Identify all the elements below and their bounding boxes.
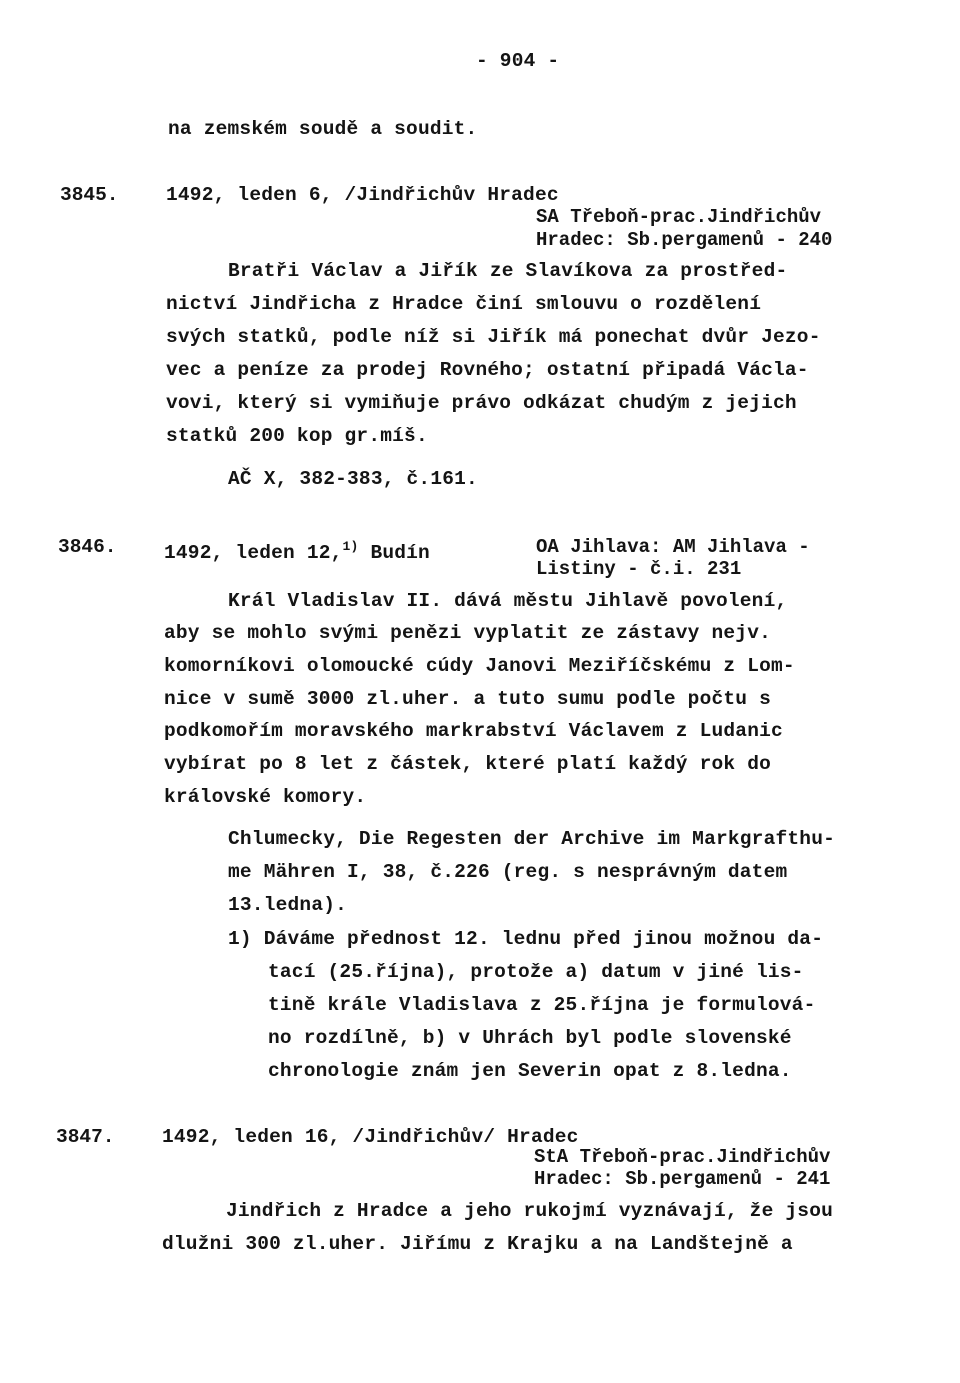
- body-line: vybírat po 8 let z částek, které platí každý rok do: [164, 753, 771, 775]
- source-line: Hradec: Sb.pergamenů - 241: [534, 1168, 831, 1190]
- body-line: vec a peníze za prodej Rovného; ostatní připadá Václa-: [166, 359, 809, 381]
- footnote-line: no rozdílně, b) v Uhrách byl podle slovenské: [268, 1027, 792, 1049]
- entry-number: 3847.: [56, 1126, 115, 1148]
- entry-number: 3845.: [60, 184, 119, 206]
- body-line: vovi, který si vymiňuje právo odkázat chudým z jejich: [166, 392, 797, 414]
- body-line: Král Vladislav II. dává městu Jihlavě povolení,: [228, 590, 788, 612]
- footnote-line: tací (25.října), protože a) datum v jiné lis-: [268, 961, 804, 983]
- source-line: Hradec: Sb.pergamenů - 240: [536, 229, 833, 251]
- header-date: 1492, leden 12,: [164, 542, 343, 564]
- body-line: Jindřich z Hradce a jeho rukojmí vyznávají, že jsou: [226, 1200, 833, 1222]
- footnote-line: 1) Dáváme přednost 12. lednu před jinou možnou da-: [228, 928, 824, 950]
- source-line: Listiny - č.i. 231: [536, 558, 742, 580]
- body-line: statků 200 kop gr.míš.: [166, 425, 428, 447]
- body-line: dlužni 300 zl.uher. Jiřímu z Krajku a na Landštejně a: [162, 1233, 793, 1255]
- entry-header: [164, 536, 430, 564]
- reference-line: me Mähren I, 38, č.226 (reg. s nesprávným datem: [228, 861, 788, 883]
- footnote-line: tině krále Vladislava z 25.října je formulová-: [268, 994, 816, 1016]
- body-line: Bratři Václav a Jiřík ze Slavíkova za prostřed-: [228, 260, 788, 282]
- footnote-marker: 1): [342, 539, 359, 554]
- body-line: aby se mohlo svými penězi vyplatit ze zástavy nejv.: [164, 622, 771, 644]
- body-line: podkomořím moravského markrabství Václavem z Ludanic: [164, 720, 783, 742]
- source-line: SA Třeboň-prac.Jindřichův: [536, 206, 822, 228]
- body-line: nice v sumě 3000 zl.uher. a tuto sumu podle počtu s: [164, 688, 771, 710]
- page-number: - 904 -: [476, 50, 560, 72]
- reference-line: 13.ledna).: [228, 894, 348, 916]
- reference-line: Chlumecky, Die Regesten der Archive im Markgrafthu-: [228, 828, 835, 850]
- body-line: královské komory.: [164, 786, 367, 808]
- header-place: Budín: [358, 542, 430, 564]
- entry-header: 1492, leden 16, /Jindřichův/ Hradec: [162, 1126, 579, 1148]
- footnote-line: chronologie znám jen Severin opat z 8.ledna.: [268, 1060, 792, 1082]
- body-line: komorníkovi olomoucké cúdy Janovi Meziříčskému z Lom-: [164, 655, 795, 677]
- source-line: OA Jihlava: AM Jihlava -: [536, 536, 810, 558]
- body-line: nictví Jindřicha z Hradce činí smlouvu o rozdělení: [166, 293, 762, 315]
- body-line: svých statků, podle níž si Jiřík má ponechat dvůr Jezo-: [166, 326, 821, 348]
- intro-line: na zemském soudě a soudit.: [168, 118, 478, 140]
- entry-header: 1492, leden 6, /Jindřichův Hradec: [166, 184, 559, 206]
- reference: AČ X, 382-383, č.161.: [228, 468, 478, 490]
- source-line: StA Třeboň-prac.Jindřichův: [534, 1146, 831, 1168]
- entry-number: 3846.: [58, 536, 117, 558]
